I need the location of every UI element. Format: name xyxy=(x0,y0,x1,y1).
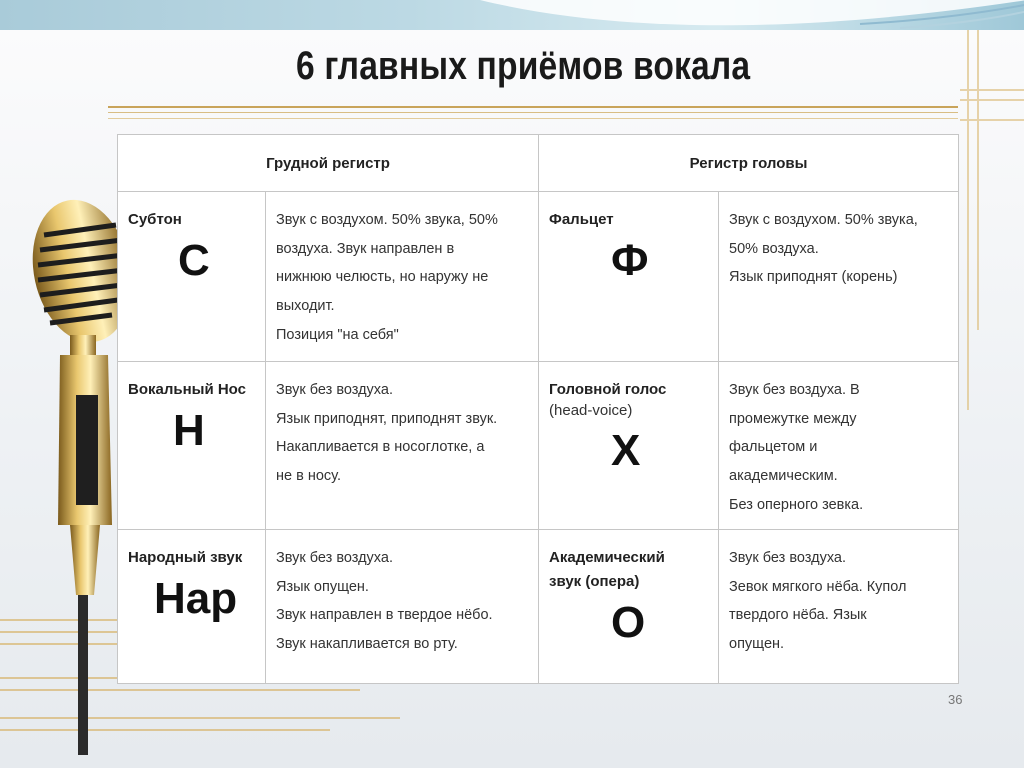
technique-name: Народный звук xyxy=(128,549,243,566)
description-line: Звук без воздуха. xyxy=(276,382,393,398)
technique-letter: Нар xyxy=(154,574,238,623)
description-line: 50% воздуха. xyxy=(729,240,819,257)
slide-title: 6 главных приёмов вокала xyxy=(296,44,751,88)
technique-description xyxy=(266,530,539,684)
technique-letter: Н xyxy=(173,406,205,455)
description-line: фальцетом и xyxy=(729,439,818,456)
technique-cell xyxy=(118,530,266,684)
title-divider xyxy=(108,112,958,113)
technique-subname: (head-voice) xyxy=(549,402,633,419)
technique-name: Фальцет xyxy=(549,211,614,228)
description-line: Язык приподнят (корень) xyxy=(729,269,898,286)
technique-cell xyxy=(118,192,266,362)
technique-letter: Х xyxy=(611,426,641,475)
title-divider xyxy=(108,118,958,119)
header-head-register: Регистр головы xyxy=(539,135,959,192)
technique-name: Субтон xyxy=(128,211,182,228)
technique-description xyxy=(719,530,959,684)
description-line: Звук направлен в твердое нёбо. xyxy=(276,607,493,624)
description-line: выходит. xyxy=(276,298,335,315)
technique-description xyxy=(266,362,539,530)
description-line: твердого нёба. Язык xyxy=(729,607,867,624)
description-line: нижнюю челюсть, но наружу не xyxy=(276,269,489,286)
description-line: воздуха. Звук направлен в xyxy=(276,240,455,257)
technique-name: Академический звук (опера) xyxy=(549,549,665,590)
technique-name: Вокальный Нос xyxy=(128,381,246,398)
technique-description xyxy=(266,192,539,362)
technique-letter: Ф xyxy=(611,236,649,285)
description-line: Звук с воздухом. 50% звука, 50% xyxy=(276,212,498,228)
table-row xyxy=(118,530,959,684)
description-line: промежутке между xyxy=(729,410,857,427)
wave-decoration xyxy=(480,0,1024,34)
table-header-row xyxy=(118,135,959,192)
gold-stripes-decoration-right xyxy=(960,30,1024,410)
description-line: Звук без воздуха. xyxy=(729,550,847,566)
technique-description xyxy=(719,192,959,362)
description-line: Накапливается в носоглотке, а xyxy=(276,439,485,456)
description-line: Позиция "на себя" xyxy=(276,326,399,343)
description-line: Зевок мягкого нёба. Купол xyxy=(729,578,907,595)
technique-cell xyxy=(539,362,719,530)
description-line: Звук без воздуха. xyxy=(276,550,393,566)
description-line: Без оперного зевка. xyxy=(729,496,864,513)
technique-name: Головной голос xyxy=(549,381,667,398)
technique-cell xyxy=(539,192,719,362)
title-divider xyxy=(108,106,958,108)
technique-letter: С xyxy=(178,236,210,285)
table-row xyxy=(118,362,959,530)
technique-cell xyxy=(539,530,719,684)
vocal-techniques-table xyxy=(117,134,959,684)
description-line: Звук с воздухом. 50% звука, xyxy=(729,212,918,228)
description-line: не в носу. xyxy=(276,468,341,485)
description-line: Язык приподнят, приподнят звук. xyxy=(276,410,498,427)
page-number: 36 xyxy=(948,692,963,707)
technique-letter: О xyxy=(611,598,646,647)
technique-description xyxy=(719,362,959,530)
description-line: Язык опущен. xyxy=(276,578,369,595)
technique-cell xyxy=(118,362,266,530)
description-line: академическим. xyxy=(729,468,838,485)
table-row xyxy=(118,192,959,362)
description-line: опущен. xyxy=(729,636,785,653)
header-chest-register: Грудной регистр xyxy=(118,135,539,192)
description-line: Звук без воздуха. В xyxy=(729,382,860,398)
description-line: Звук накапливается во рту. xyxy=(276,636,458,653)
